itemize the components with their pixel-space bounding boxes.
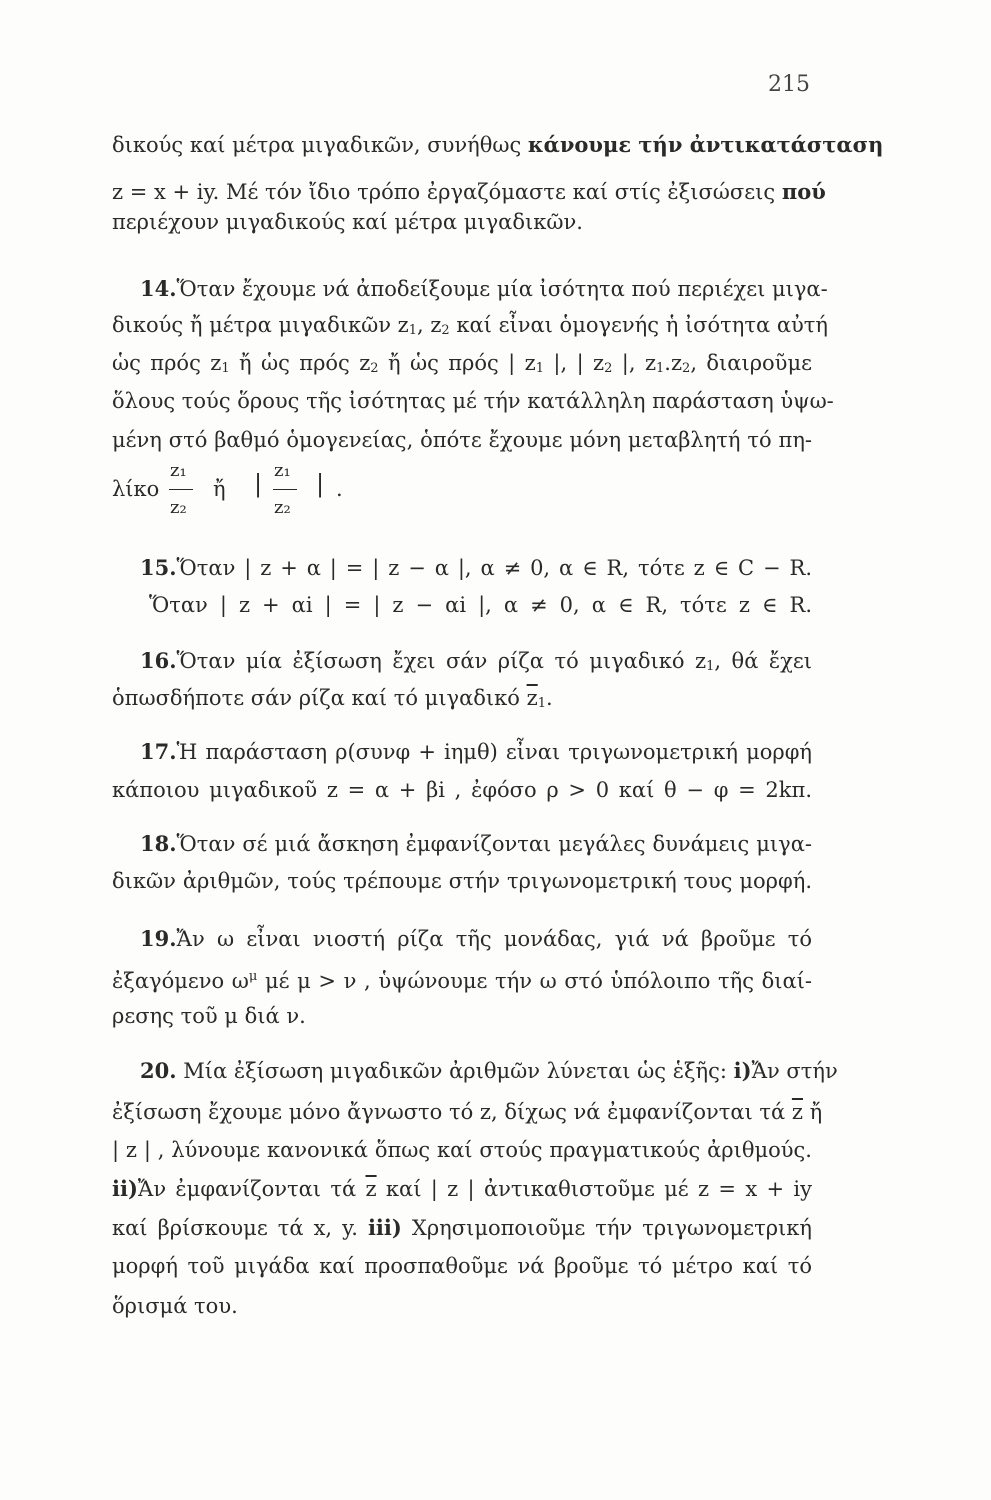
p20-line-1: 20. Μία ἐξίσωση μιγαδικῶν ἀριθμῶν λύνεται ὡς ἑξῆς: i)Ἄν στήν <box>140 1058 838 1083</box>
p20-line-4: ii)Ἄν ἐμφανίζονται τά $\overline{z}$ καί | z | ἀντικαθιστοῦμε μέ z = x + iy <box>112 1176 812 1201</box>
p16-line-1: 16.Ὅταν μία ἐξίσωση ἔχει σάν ρίζα τό μιγαδικό $z_1$, θά ἔχει <box>140 648 812 674</box>
p14-line-2: δικούς ἤ μέτρα μιγαδικῶν $z_1$, $z_2$ καί εἶναι ὁμογενής ἡ ἰσότητα αὐτή <box>112 313 828 338</box>
p20-line-3: | z | , λύνουμε κανονικά ὅπως καί στούς πραγματικούς ἀριθμούς. <box>112 1138 812 1162</box>
p13-line-3: περιέχουν μιγαδικούς καί μέτρα μιγαδικῶν. <box>112 210 583 234</box>
p14-line-4: ὅλους τούς ὅρους τῆς ἰσότητας μέ τήν κατάλληλη παράσταση ὑψω- <box>112 389 834 413</box>
fraction-numerator: z₁ <box>170 460 187 481</box>
fraction-bar <box>169 489 193 490</box>
abs-fraction-denominator: z₂ <box>274 497 291 518</box>
p20-line-2: ἐξίσωση ἔχουμε μόνο ἄγνωστο τό z, δίχως νά ἐμφανίζονται τά $\overline{z}$ ἤ <box>112 1100 823 1124</box>
abs-bar-right: | <box>316 470 325 498</box>
p14-line-1: 14.Ὅταν ἔχουμε νά ἀποδείξουμε μία ἰσότητα πού περιέχει μιγα- <box>140 276 828 301</box>
p14-or: ἤ <box>213 477 226 501</box>
abs-fraction-numerator: z₁ <box>274 460 291 481</box>
p14-line-5: μένη στό βαθμό ὁμογενείας, ὁπότε ἔχουμε μόνη μεταβλητή τό πη- <box>112 428 812 452</box>
p16-line-2: ὁπωσδήποτε σάν ρίζα καί τό μιγαδικό $\overline{z}_1$. <box>112 686 553 711</box>
p14-line-3: ὡς πρός $z_1$ ἤ ὡς πρός $z_2$ ἤ ὡς πρός | $z_1$ |, | $z_2$ |, $z_1.z_2$, διαιροῦμε <box>112 351 812 376</box>
p13-line-2: z = x + iy. Μέ τόν ἴδιο τρόπο ἐργαζόμαστε καί στίς ἐξισώσεις πού <box>112 179 826 204</box>
p19-line-1: 19.Ἄν ω εἶναι νιοστή ρίζα τῆς μονάδας, γιά νά βροῦμε τό <box>140 926 812 951</box>
p15-line-2: Ὅταν | z + αi | = | z − αi |, α ≠ 0, α ∈ R, τότε z ∈ R. <box>149 593 812 617</box>
p20-line-5: καί βρίσκουμε τά x, y. iii) Χρησιμοποιοῦμε τήν τριγωνομετρική <box>112 1215 812 1240</box>
p14-quotient-word: λίκο <box>112 477 160 501</box>
p19-line-3: ρεσης τοῦ μ διά ν. <box>112 1004 306 1028</box>
p20-line-6: μορφή τοῦ μιγάδα καί προσπαθοῦμε νά βροῦμε τό μέτρο καί τό <box>112 1254 812 1278</box>
p13-line-1: δικούς καί μέτρα μιγαδικῶν, συνήθως κάνουμε τήν ἀντικατάσταση <box>112 132 884 157</box>
p19-line-2: ἐξαγόμενο $\omega^\mu$ μέ μ > ν , ὑψώνουμε τήν ω στό ὑπόλοιπο τῆς διαί- <box>112 969 812 993</box>
page-number: 215 <box>768 72 810 97</box>
p18-line-2: δικῶν ἀριθμῶν, τούς τρέπουμε στήν τριγωνομετρική τους μορφή. <box>112 869 812 893</box>
p17-line-2: κάποιου μιγαδικοῦ z = α + βi , ἐφόσο ρ > 0 καί θ − φ = 2kπ. <box>112 778 812 802</box>
p18-line-1: 18.Ὅταν σέ μιά ἄσκηση ἐμφανίζονται μεγάλες δυνάμεις μιγα- <box>140 831 812 856</box>
abs-bar-left: | <box>254 470 263 498</box>
p17-line-1: 17.Ἡ παράσταση ρ(συνφ + iημθ) εἶναι τριγωνομετρική μορφή <box>140 739 812 764</box>
abs-fraction-bar <box>273 489 297 490</box>
p14-end-dot: . <box>336 477 343 501</box>
p15-line-1: 15.Ὅταν | z + α | = | z − α |, α ≠ 0, α ∈ R, τότε z ∈ C − R. <box>140 555 812 580</box>
p20-line-7: ὅρισμά του. <box>112 1294 238 1318</box>
fraction-denominator: z₂ <box>170 497 187 518</box>
